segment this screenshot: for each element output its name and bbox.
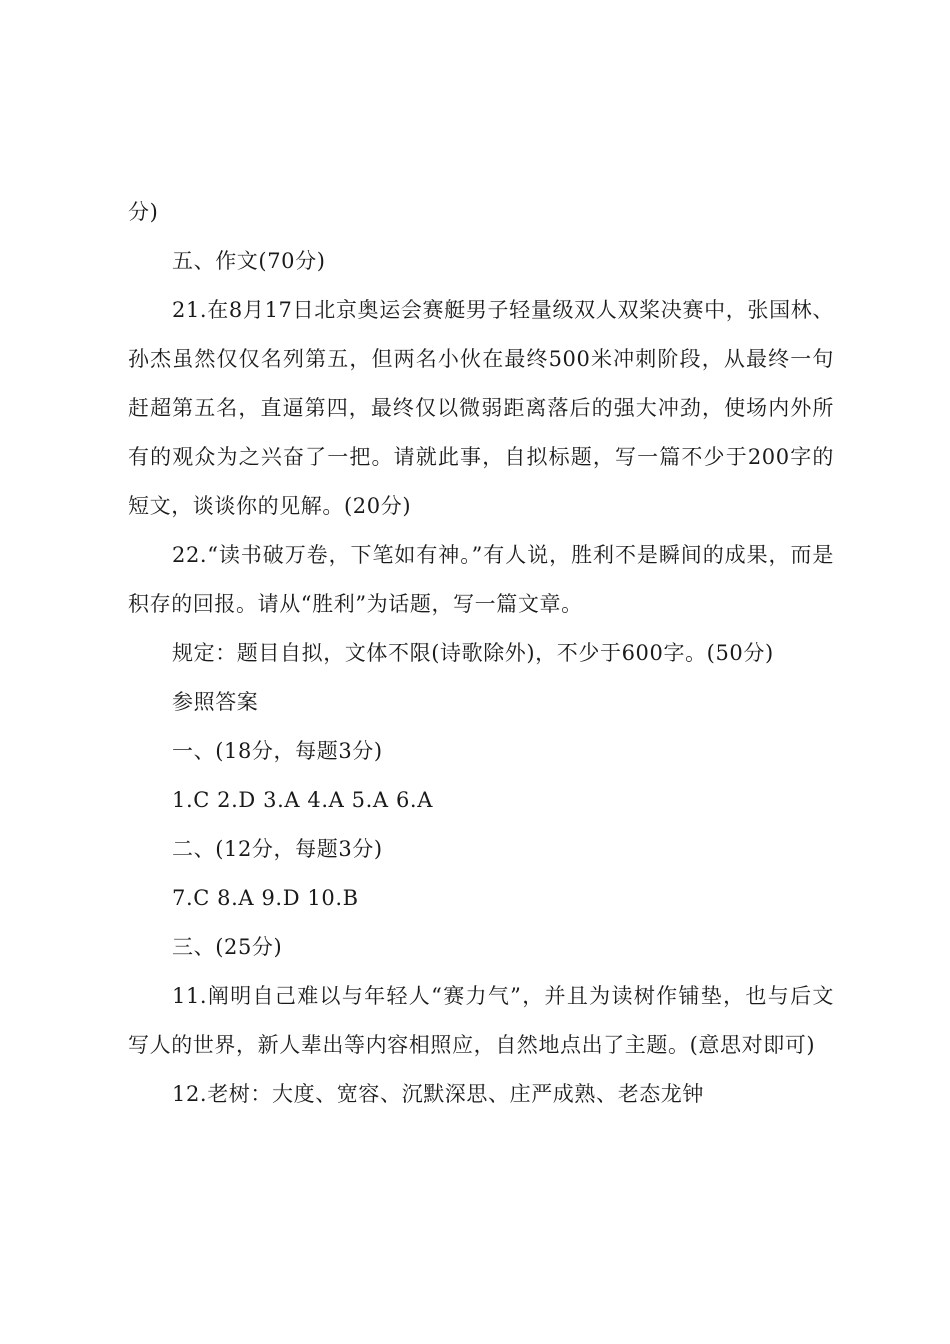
answers-section-3-heading: 三、(25分): [172, 935, 283, 959]
question-22: 22.“读书破万卷，下笔如有神。”有人说，胜利不是瞬间的成果，而是积存的回报。请从“胜利”为话题，写一篇文章。: [128, 543, 834, 616]
document-body: [128, 188, 834, 1119]
answers-section-2-heading: 二、(12分，每题3分): [172, 837, 383, 861]
section-heading-composition: 五、作文(70分): [172, 249, 326, 273]
answers-section-2: 7.C 8.A 9.D 10.B: [172, 886, 359, 910]
answer-12: 12.老树：大度、宽容、沉默深思、庄严成熟、老态龙钟: [172, 1082, 704, 1106]
question-21: 21.在8月17日北京奥运会赛艇男子轻量级双人双桨决赛中，张国林、孙杰虽然仅仅名列第五，但两名小伙在最终500米冲刺阶段，从最终一句赶超第五名，直逼第四，最终仅以微弱距离落后的强大冲劲，使场内外所有的观众为之兴奋了一把。请就此事，自拟标题，写一篇不少于200字的短文，谈谈你的见解。(20分): [128, 298, 834, 518]
answers-section-1-heading: 一、(18分，每题3分): [172, 739, 383, 763]
answers-heading: 参照答案: [172, 690, 259, 714]
answers-section-1: 1.C 2.D 3.A 4.A 5.A 6.A: [172, 788, 433, 812]
answer-11: 11.阐明自己难以与年轻人“赛力气”，并且为读树作铺垫，也与后文写人的世界，新人辈出等内容相照应，自然地点出了主题。(意思对即可): [128, 984, 834, 1057]
paragraph-score-fragment: 分): [128, 200, 159, 224]
question-22-requirements: 规定：题目自拟，文体不限(诗歌除外)，不少于600字。(50分): [172, 641, 774, 665]
